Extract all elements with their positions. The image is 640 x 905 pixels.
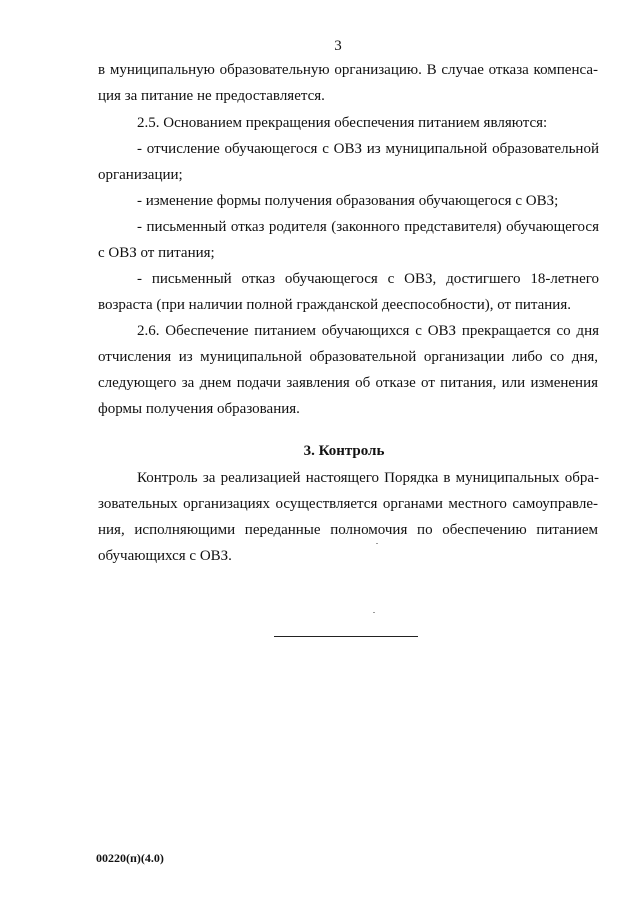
- scan-speck: [373, 612, 375, 613]
- text-line: - изменение формы получения образования обучающегося с ОВЗ;: [137, 193, 559, 209]
- text-line: организации;: [98, 167, 183, 183]
- text-line: ния, исполняющими переданные полномочия по обеспечению питанием: [98, 522, 598, 538]
- text-line: - письменный отказ обучающегося с ОВЗ, достигшего 18-летнего: [137, 271, 599, 287]
- text-line: - отчисление обучающегося с ОВЗ из муниципальной образовательной: [137, 141, 599, 157]
- text-line: зовательных организациях осуществляется органами местного самоуправле-: [98, 496, 598, 512]
- text-line: следующего за днем подачи заявления об отказе от питания, или изменения: [98, 375, 598, 391]
- section-heading: 3. Контроль: [303, 443, 385, 459]
- text-line: 2.5. Основанием прекращения обеспечения питанием являются:: [137, 115, 548, 131]
- text-line: отчисления из муниципальной образовательной организации либо со дня,: [98, 349, 598, 365]
- page-number: 3: [334, 38, 342, 54]
- document-code: 00220(п)(4.0): [96, 851, 164, 865]
- text-line: - письменный отказ родителя (законного представителя) обучающегося: [137, 219, 599, 235]
- text-line: возраста (при наличии полной гражданской дееспособности), от питания.: [98, 297, 571, 313]
- text-line: с ОВЗ от питания;: [98, 245, 215, 261]
- text-line: ция за питание не предоставляется.: [98, 88, 325, 104]
- scan-speck: [376, 543, 378, 544]
- end-separator-line: [274, 636, 418, 637]
- text-line: обучающихся с ОВЗ.: [98, 548, 232, 564]
- text-line: в муниципальную образовательную организацию. В случае отказа компенса-: [98, 62, 598, 78]
- text-line: формы получения образования.: [98, 401, 300, 417]
- text-line: 2.6. Обеспечение питанием обучающихся с ОВЗ прекращается со дня: [137, 323, 599, 339]
- text-line: Контроль за реализацией настоящего Порядка в муниципальных обра-: [137, 470, 599, 486]
